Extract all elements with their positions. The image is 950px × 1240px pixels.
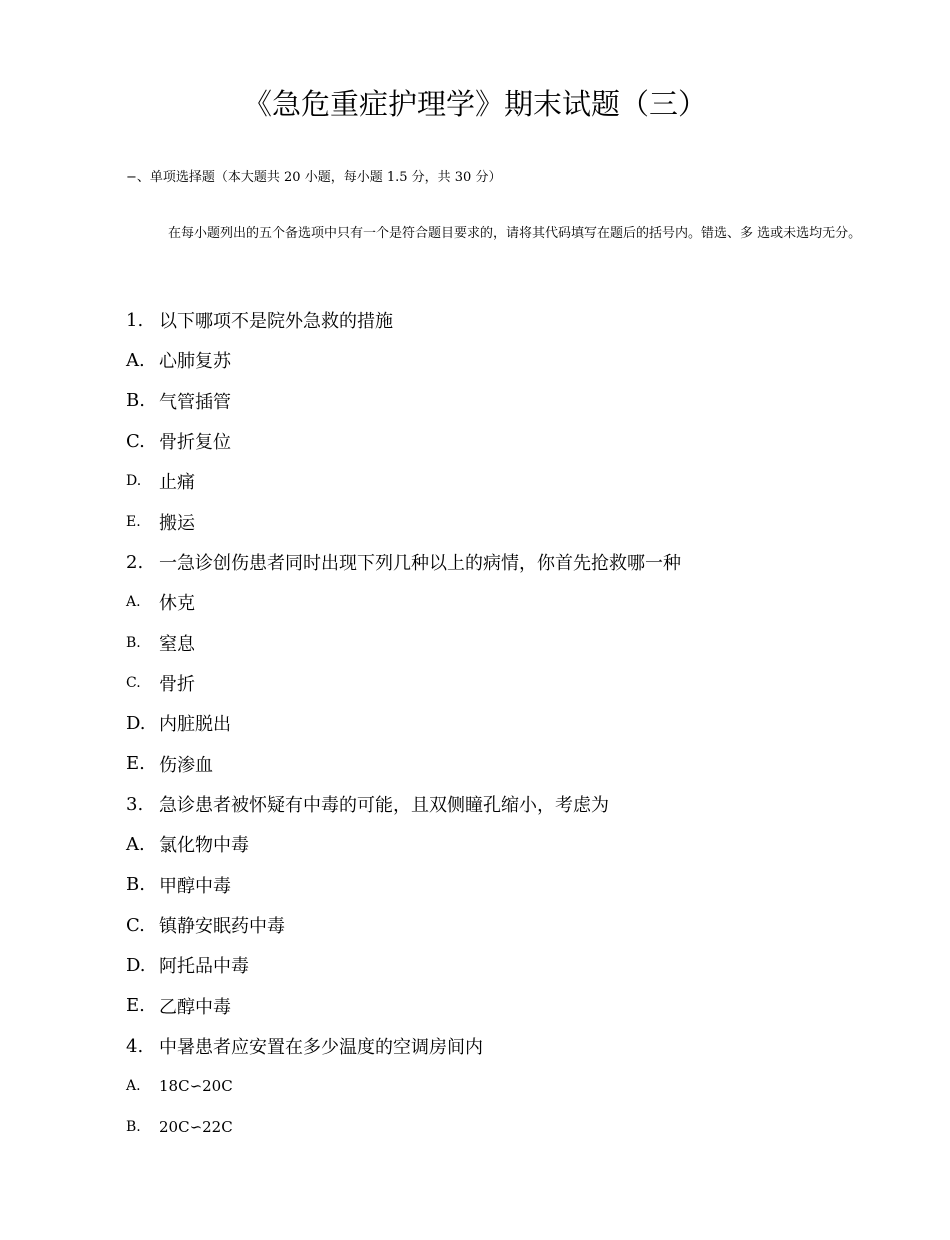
- question-text: 以下哪项不是院外急救的措施: [159, 311, 393, 333]
- option-label: B.: [126, 390, 145, 412]
- option-2-c: [126, 663, 866, 703]
- option-label: A.: [126, 1078, 141, 1095]
- section-header: −、单项选择题（本大题共 20 小题，每小题 1.5 分，共 30 分）: [126, 170, 502, 185]
- instructions-paragraph: 在每小题列出的五个备选项中只有一个是符合题目要求的，请将其代码填写在题后的括号内。错选、多 选或未选均无分。: [168, 226, 862, 241]
- option-label: C.: [126, 675, 141, 692]
- question-number: 1.: [126, 309, 144, 331]
- option-3-c: [126, 905, 866, 945]
- question-4: [126, 1026, 866, 1066]
- option-1-a: [126, 340, 866, 380]
- option-3-b: [126, 865, 866, 905]
- option-label: E.: [126, 753, 145, 775]
- option-label: A.: [126, 594, 141, 611]
- option-text: 骨折复位: [159, 432, 231, 454]
- option-label: B.: [126, 874, 145, 896]
- option-4-a: [126, 1066, 866, 1106]
- option-text: 止痛: [159, 472, 195, 494]
- option-text: 休克: [159, 593, 195, 615]
- option-text: 甲醇中毒: [159, 875, 231, 897]
- option-2-b: [126, 623, 866, 663]
- option-label: A.: [126, 833, 145, 855]
- option-text: 18C∽20C: [159, 1077, 233, 1096]
- option-label: E.: [126, 995, 145, 1017]
- question-2: [126, 542, 866, 582]
- option-3-a: [126, 824, 866, 864]
- option-2-a: [126, 582, 866, 622]
- option-3-d: [126, 945, 866, 985]
- option-text: 心肺复苏: [159, 351, 231, 373]
- option-label: D.: [126, 954, 146, 976]
- option-text: 镇静安眠药中毒: [159, 916, 285, 938]
- option-2-e: [126, 744, 866, 784]
- option-2-d: [126, 703, 866, 743]
- question-number: 2.: [126, 551, 144, 573]
- question-text: 急诊患者被怀疑有中毒的可能，且双侧瞳孔缩小，考虑为: [159, 795, 609, 817]
- question-3: [126, 784, 866, 824]
- option-1-e: [126, 502, 866, 542]
- page-title: 《急危重症护理学》期末试题（三）: [242, 87, 707, 121]
- option-4-b: [126, 1107, 866, 1147]
- question-number: 3.: [126, 793, 144, 815]
- option-text: 骨折: [159, 674, 195, 696]
- option-text: 内脏脱出: [159, 714, 231, 736]
- option-text: 阿托品中毒: [159, 956, 249, 978]
- option-text: 窒息: [159, 633, 195, 655]
- option-text: 气管插管: [159, 391, 231, 413]
- option-label: C.: [126, 430, 145, 452]
- question-text: 中暑患者应安置在多少温度的空调房间内: [159, 1037, 483, 1059]
- question-1: [126, 300, 866, 340]
- question-number: 4.: [126, 1035, 144, 1057]
- option-1-b: [126, 381, 866, 421]
- option-label: C.: [126, 914, 145, 936]
- option-1-d: [126, 461, 866, 501]
- option-3-e: [126, 986, 866, 1026]
- option-label: A.: [126, 349, 145, 371]
- option-text: 搬运: [159, 512, 195, 534]
- option-label: D.: [126, 473, 142, 490]
- option-label: E.: [126, 513, 141, 530]
- question-text: 一急诊创伤患者同时出现下列几种以上的病情，你首先抢救哪一种: [159, 553, 681, 575]
- option-text: 乙醇中毒: [159, 996, 231, 1018]
- option-text: 伤渗血: [159, 754, 213, 776]
- option-label: B.: [126, 1118, 141, 1135]
- option-text: 20C∽22C: [159, 1117, 233, 1136]
- option-text: 氯化物中毒: [159, 835, 249, 857]
- question-list: [126, 300, 866, 1147]
- option-label: B.: [126, 634, 141, 651]
- option-1-c: [126, 421, 866, 461]
- option-label: D.: [126, 712, 146, 734]
